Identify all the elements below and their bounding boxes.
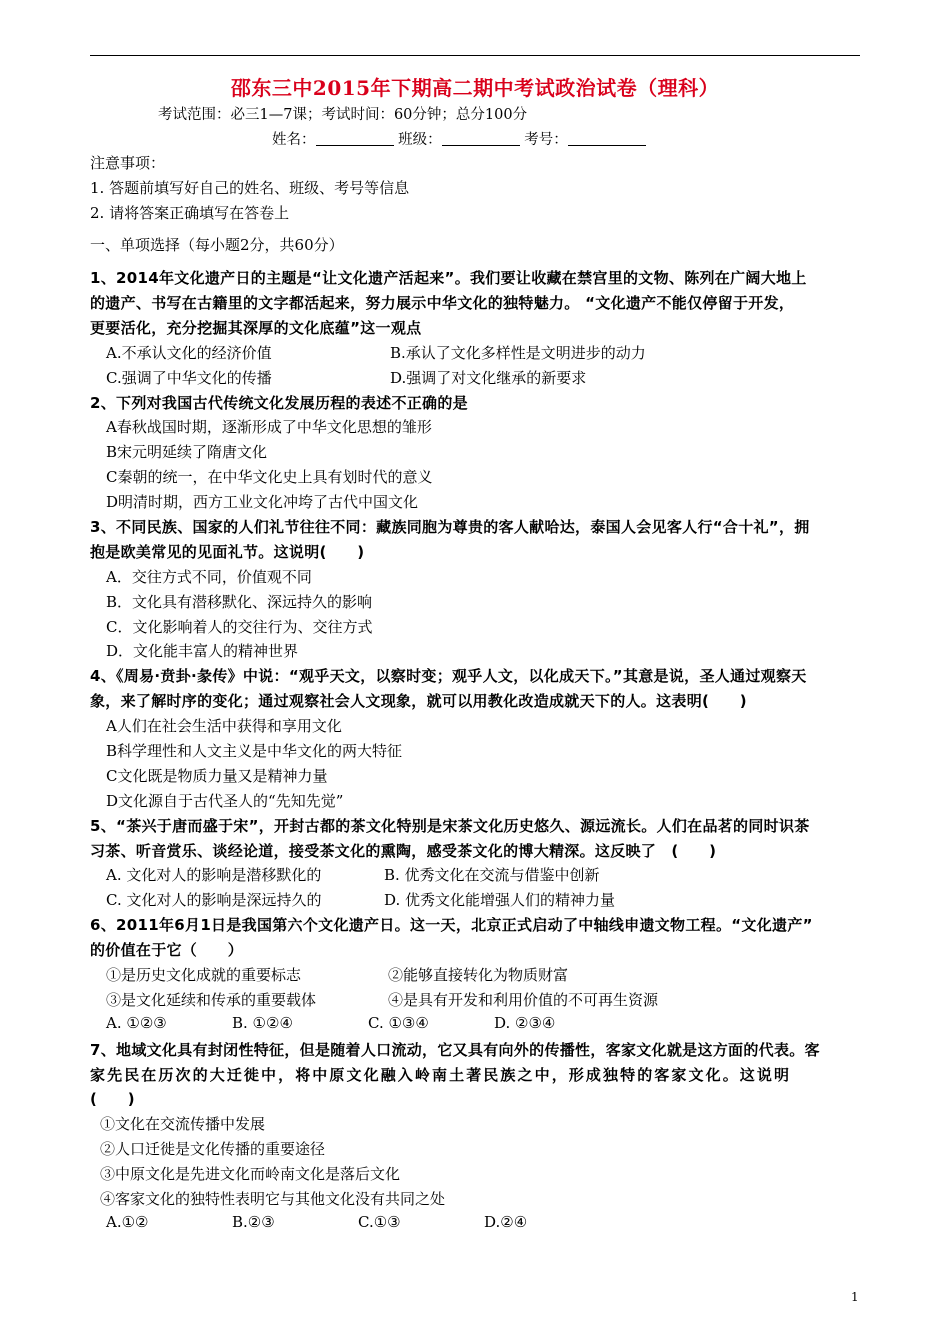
question-4-text: 象，来了解时序的变化；通过观察社会人文现象，就可以用教化改造成就天下的人。这表明( )	[90, 692, 747, 710]
question-2-option-d: D明清时期，西方工业文化冲垮了古代中国文化	[106, 493, 419, 511]
question-1-option-a: A.不承认文化的经济价值	[106, 344, 272, 362]
question-5-option-c: C. 文化对人的影响是深远持久的	[106, 891, 322, 909]
question-6-option-d: D. ②③④	[494, 1014, 556, 1032]
question-3-option-b: B．文化具有潜移默化、深远持久的影响	[106, 593, 373, 611]
question-3-option-a: A．交往方式不同，价值观不同	[106, 568, 312, 586]
question-2-option-b: B宋元明延续了隋唐文化	[106, 443, 268, 461]
question-1-text: 的遗产、书写在古籍里的文字都活起来，努力展示中华文化的独特魅力。 “文化遗产不能仅停留于开发，	[90, 294, 795, 312]
class-blank[interactable]	[442, 131, 520, 146]
question-5-text: 习茶、听音赏乐、谈经论道，接受茶文化的熏陶，感受茶文化的博大精深。这反映了 ( )	[90, 842, 717, 860]
class-label: 班级：	[398, 132, 442, 148]
question-3-text: 抱是欧美常见的见面礼节。这说明( )	[90, 543, 365, 561]
question-7-statement: ③中原文化是先进文化而岭南文化是落后文化	[100, 1165, 401, 1183]
number-label: 考号：	[524, 132, 568, 148]
question-2-option-c: C秦朝的统一，在中华文化史上具有划时代的意义	[106, 468, 433, 486]
question-5-option-d: D. 优秀文化能增强人们的精神力量	[384, 891, 616, 909]
question-5-option-b: B. 优秀文化在交流与借鉴中创新	[384, 866, 600, 884]
question-4-option-a: A人们在社会生活中获得和享用文化	[106, 717, 342, 735]
name-label: 姓名：	[272, 132, 316, 148]
question-7-statement: ②人口迁徙是文化传播的重要途径	[100, 1140, 326, 1158]
question-7-option-a: A.①②	[106, 1213, 149, 1231]
question-3-option-d: D．文化能丰富人的精神世界	[106, 642, 299, 660]
question-7-option-b: B.②③	[232, 1213, 275, 1231]
question-7-statement: ④客家文化的独特性表明它与其他文化没有共同之处	[100, 1190, 446, 1208]
question-7-text: 家先民在历次的大迁徙中，将中原文化融入岭南土著民族之中，形成独特的客家文化。这说明	[90, 1066, 792, 1084]
question-6-statement: ①是历史文化成就的重要标志	[106, 966, 302, 984]
question-3-text: 3、不同民族、国家的人们礼节往往不同：藏族同胞为尊贵的客人献哈达，泰国人会见客人行“合十礼”，拥	[90, 518, 810, 536]
question-6-statement: ②能够直接转化为物质财富	[388, 966, 569, 984]
question-4-option-c: C文化既是物质力量又是精神力量	[106, 767, 328, 785]
question-5-option-a: A. 文化对人的影响是潜移默化的	[106, 866, 322, 884]
student-info-row	[272, 128, 646, 149]
page-number: 1	[851, 1290, 859, 1304]
question-7-text: 7、地域文化具有封闭性特征，但是随着人口流动，它又具有向外的传播性，客家文化就是这方面的代表。客	[90, 1041, 820, 1059]
question-2-option-a: A春秋战国时期，逐渐形成了中华文化思想的雏形	[106, 418, 432, 436]
question-1-option-c: C.强调了中华文化的传播	[106, 369, 272, 387]
question-6-statement: ④是具有开发和利用价值的不可再生资源	[388, 991, 659, 1009]
question-1-option-b: B.承认了文化多样性是文明进步的动力	[390, 344, 646, 362]
question-2-text: 2、下列对我国古代传统文化发展历程的表述不正确的是	[90, 394, 468, 412]
question-4-option-d: D文化源自于古代圣人的“先知先觉”	[106, 792, 344, 810]
note-item: 2. 请将答案正确填写在答卷上	[90, 204, 290, 222]
question-4-option-b: B科学理性和人文主义是中华文化的两大特征	[106, 742, 403, 760]
question-5-text: 5、“茶兴于唐而盛于宋”，开封古都的茶文化特别是宋茶文化历史悠久、源远流长。人们在品茗的同时识茶	[90, 817, 810, 835]
section-title: 一、单项选择（每小题2分，共60分）	[90, 236, 344, 254]
question-6-text: 6、2011年6月1日是我国第六个文化遗产日。这一天，北京正式启动了中轴线申遗文物工程。“文化遗产”	[90, 916, 813, 934]
question-7-option-d: D.②④	[484, 1213, 528, 1231]
page-title: 邵东三中2015年下期高二期中考试政治试卷（理科）	[230, 76, 720, 100]
question-7-text: ( )	[90, 1090, 135, 1108]
question-1-option-d: D.强调了对文化继承的新要求	[390, 369, 587, 387]
question-6-text: 的价值在于它（ ）	[90, 941, 244, 959]
question-1-text: 更要活化，充分挖掘其深厚的文化底蕴”这一观点	[90, 319, 422, 337]
question-6-option-a: A. ①②③	[106, 1014, 167, 1032]
question-6-option-b: B. ①②④	[232, 1014, 293, 1032]
name-blank[interactable]	[316, 131, 394, 146]
question-6-statement: ③是文化延续和传承的重要载体	[106, 991, 317, 1009]
notes-heading: 注意事项：	[90, 154, 166, 172]
question-6-option-c: C. ①③④	[368, 1014, 429, 1032]
question-7-option-c: C.①③	[358, 1213, 401, 1231]
question-1-text: 1、2014年文化遗产日的主题是“让文化遗产活起来”。我们要让收藏在禁宫里的文物、陈列在广阔大地上	[90, 269, 807, 287]
question-4-text: 4、《周易·贲卦·彖传》中说：“观乎天文，以察时变；观乎人文，以化成天下。”其意是说，圣人通过观察天	[90, 667, 807, 685]
header-rule	[90, 55, 860, 56]
question-7-statement: ①文化在交流传播中发展	[100, 1115, 266, 1133]
exam-info: 考试范围：必三1—7课；考试时间：60分钟；总分100分	[158, 107, 528, 123]
question-3-option-c: C．文化影响着人的交往行为、交往方式	[106, 618, 373, 636]
note-item: 1. 答题前填写好自己的姓名、班级、考号等信息	[90, 179, 410, 197]
number-blank[interactable]	[568, 131, 646, 146]
